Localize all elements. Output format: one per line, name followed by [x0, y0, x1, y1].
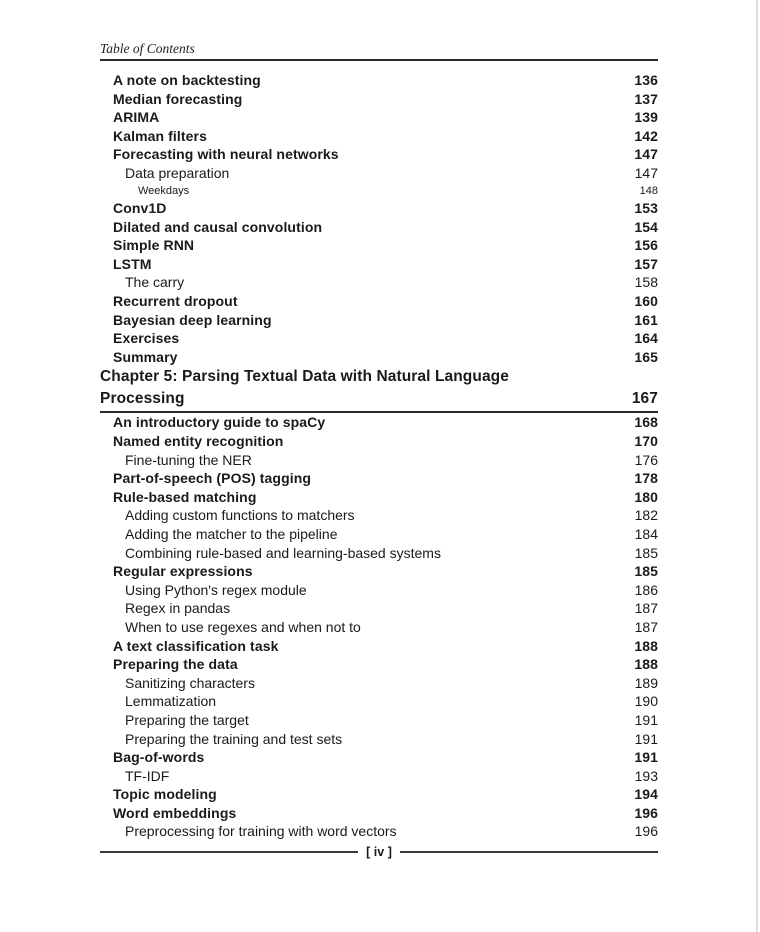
toc-entry-page-number: 186: [634, 581, 658, 598]
toc-entry[interactable]: [100, 218, 658, 237]
toc-entry-page-number: 168: [634, 414, 658, 431]
toc-entry-page-number: 191: [634, 749, 658, 766]
toc-chapter-title-line1: Chapter 5: Parsing Textual Data with Natural Language: [100, 368, 509, 386]
toc-entry-page-number: 136: [634, 72, 658, 88]
toc-entry-label: Conv1D: [113, 200, 167, 217]
toc-entry[interactable]: [100, 711, 658, 730]
toc-entry-page-number: 137: [634, 90, 658, 107]
toc-entry-page-number: 178: [634, 470, 658, 487]
toc-entry-label: Preparing the data: [113, 656, 238, 673]
toc-entry-label: Dilated and causal convolution: [113, 218, 323, 235]
toc-entry-label: Forecasting with neural networks: [113, 146, 339, 163]
toc-entry-page-number: 187: [634, 600, 658, 617]
toc-entry-label: Regular expressions: [113, 563, 253, 580]
toc-entry-page-number: 188: [634, 656, 658, 673]
toc-entry-label: Summary: [113, 348, 178, 365]
toc-entry-label: Recurrent dropout: [113, 293, 238, 310]
toc-entry[interactable]: [100, 674, 658, 693]
toc-entry-page-number: 193: [634, 767, 658, 784]
toc-entry[interactable]: [100, 785, 658, 804]
toc-entry[interactable]: [100, 236, 658, 255]
toc-entry-page-number: 148: [639, 184, 658, 197]
toc-entry-label: Regex in pandas: [125, 600, 231, 617]
toc-entry-label: Median forecasting: [113, 90, 243, 107]
toc-entry-label: Data preparation: [125, 164, 230, 181]
toc-entry[interactable]: [100, 292, 658, 311]
toc-entry-page-number: 156: [634, 237, 658, 254]
toc-entry[interactable]: [100, 822, 658, 841]
toc-entry[interactable]: [100, 767, 658, 786]
toc-entry[interactable]: [100, 108, 658, 127]
page-number-marker: [ iv ]: [366, 845, 392, 859]
toc-entry-page-number: 165: [634, 348, 658, 365]
toc-entry-label: Preprocessing for training with word vectors: [125, 823, 397, 840]
toc-entry[interactable]: [100, 730, 658, 749]
footer-rule-left: [100, 851, 358, 853]
toc-entry[interactable]: [100, 581, 658, 600]
toc-entry[interactable]: [100, 311, 658, 330]
toc-entry-page-number: 188: [634, 637, 658, 654]
toc-entry[interactable]: [100, 562, 658, 581]
toc-entry-label: Lemmatization: [125, 693, 217, 710]
toc-entry-page-number: 182: [634, 507, 658, 524]
toc-entry[interactable]: [100, 469, 658, 488]
toc-entry-label: Exercises: [113, 330, 180, 347]
toc-entry-label: Sanitizing characters: [125, 674, 255, 691]
toc-entry[interactable]: [100, 348, 658, 367]
toc-entry-label: Topic modeling: [113, 786, 217, 803]
toc-entry-page-number: 191: [634, 711, 658, 728]
toc-entry[interactable]: [100, 599, 658, 618]
toc-entry[interactable]: [100, 506, 658, 525]
toc-entry[interactable]: [100, 199, 658, 218]
toc-entry-label: Combining rule-based and learning-based systems: [125, 544, 441, 561]
toc-entry[interactable]: [100, 164, 658, 183]
toc-entry-page-number: 187: [634, 618, 658, 635]
toc-entry-page-number: 180: [634, 488, 658, 505]
toc-entry-page-number: 184: [634, 525, 658, 542]
toc-chapter-page-number: 167: [631, 390, 658, 408]
toc-entry-label: Preparing the target: [125, 711, 249, 728]
toc-entry-page-number: 147: [634, 164, 658, 181]
toc-entry-page-number: 185: [634, 563, 658, 580]
toc-entry-label: A note on backtesting: [113, 72, 261, 88]
toc-entry-page-number: 139: [634, 109, 658, 126]
toc-entry[interactable]: [100, 90, 658, 109]
toc-entry[interactable]: [100, 255, 658, 274]
toc-entry-page-number: 170: [634, 433, 658, 449]
toc-entry-label: Weekdays: [138, 184, 190, 197]
toc-entry[interactable]: [100, 432, 658, 451]
toc-entry[interactable]: [100, 748, 658, 767]
toc-entry[interactable]: [100, 804, 658, 823]
toc-entry-label: An introductory guide to spaCy: [113, 414, 326, 431]
toc-entry[interactable]: [100, 618, 658, 637]
page-footer: [100, 845, 658, 859]
footer-rule-right: [400, 851, 658, 853]
toc-entry-label: Using Python's regex module: [125, 581, 307, 598]
toc-entry-label: ARIMA: [113, 109, 160, 126]
toc-entry-page-number: 158: [634, 274, 658, 291]
toc-entry-label: The carry: [125, 274, 185, 291]
toc-entry-label: Named entity recognition: [113, 433, 284, 449]
toc-entry[interactable]: [100, 525, 658, 544]
toc-entry[interactable]: [100, 127, 658, 146]
toc-entry[interactable]: [100, 655, 658, 674]
toc-entry-page-number: 191: [634, 730, 658, 747]
toc-entry-page-number: 157: [634, 255, 658, 272]
toc-entry[interactable]: [100, 451, 658, 470]
toc-entry-page-number: 176: [634, 451, 658, 468]
toc-entry-label: Kalman filters: [113, 127, 207, 144]
toc-entry-label: Preparing the training and test sets: [125, 730, 343, 747]
toc-entry[interactable]: [100, 273, 658, 292]
toc-entry[interactable]: [100, 413, 658, 432]
toc-entry-page-number: 153: [634, 200, 658, 217]
toc-entry-label: Rule-based matching: [113, 488, 257, 505]
toc-entry-page-number: 160: [634, 293, 658, 310]
toc-entry[interactable]: [100, 183, 658, 200]
toc-entry-page-number: 142: [634, 127, 658, 144]
toc-entry[interactable]: [100, 71, 658, 90]
toc-entry-label: Simple RNN: [113, 237, 195, 254]
toc-entry-label: When to use regexes and when not to: [125, 618, 361, 635]
toc-entry-page-number: 147: [634, 146, 658, 163]
running-header: Table of Contents: [100, 0, 658, 61]
page-content: [100, 0, 658, 841]
toc-entry[interactable]: [100, 488, 658, 507]
toc-entry[interactable]: [100, 145, 658, 164]
toc-chapter-entry[interactable]: [100, 366, 658, 413]
toc-entry-label: Fine-tuning the NER: [125, 451, 252, 468]
toc-entry-page-number: 196: [634, 804, 658, 821]
toc-entry[interactable]: [100, 544, 658, 563]
toc-entry-label: TF-IDF: [125, 767, 170, 784]
toc-entry-label: LSTM: [113, 255, 152, 272]
toc-list: [100, 71, 658, 841]
toc-entry-page-number: 189: [634, 674, 658, 691]
toc-entry-page-number: 154: [634, 218, 658, 235]
toc-entry[interactable]: [100, 692, 658, 711]
toc-entry[interactable]: [100, 329, 658, 348]
toc-entry-page-number: 161: [634, 311, 658, 328]
toc-entry-label: Part-of-speech (POS) tagging: [113, 470, 312, 487]
toc-entry-label: Bayesian deep learning: [113, 311, 272, 328]
toc-entry-page-number: 194: [634, 786, 658, 803]
toc-entry[interactable]: [100, 637, 658, 656]
toc-entry-label: Word embeddings: [113, 804, 237, 821]
toc-entry-label: Bag-of-words: [113, 749, 205, 766]
toc-entry-page-number: 196: [634, 823, 658, 840]
toc-entry-label: Adding the matcher to the pipeline: [125, 525, 338, 542]
page-right-edge: [756, 0, 758, 932]
toc-entry-page-number: 190: [634, 693, 658, 710]
toc-chapter-title-line2: Processing: [100, 390, 185, 408]
toc-entry-label: A text classification task: [113, 637, 279, 654]
toc-entry-label: Adding custom functions to matchers: [125, 507, 355, 524]
toc-entry-page-number: 164: [634, 330, 658, 347]
toc-entry-page-number: 185: [634, 544, 658, 561]
